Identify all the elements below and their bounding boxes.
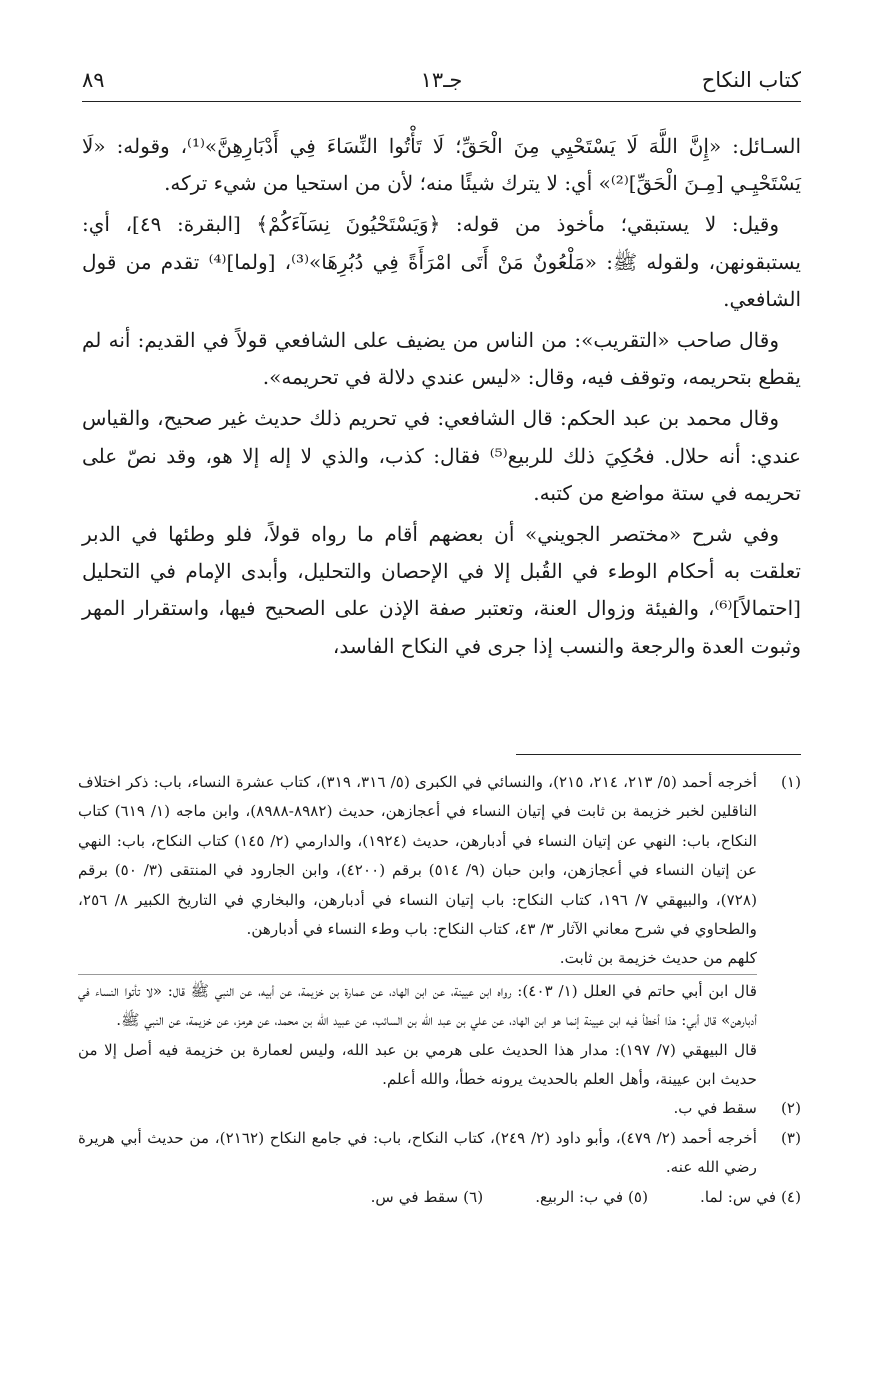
footnote-text: كلهم من حديث خزيمة بن ثابت. (559, 949, 757, 968)
body-paragraph: وقال صاحب «التقريب»: من الناس من يضيف على الشافعي قولاً في القديم: أنه لم يقطع بتحريمه، وتوقف فيه، وقال: «ليس عندي دلالة في تحريمه». (82, 328, 801, 390)
footnote-number: (١) (780, 773, 801, 791)
body-paragraph: السـائل: «إِنَّ اللَّهَ لَا يَسْتَحْيِي مِنَ الْحَقِّ؛ لَا تَأْتُوا النِّسَاءَ فِي أَدْبَارِهِنَّ»⁽¹⁾، وقوله: «لَا يَسْتَحْيِـي [مِـنَ الْحَقِّ]⁽²⁾» أي: لا يترك شيئًا منه؛ لأن من استحيا من شيء تركه. (82, 134, 801, 196)
footnote-text: أخرجه أحمد (٢/ ٤٧٩)، وأبو داود (٢/ ٢٤٩)، كتاب النكاح، باب: في جامع النكاح (٢١٦٢)، من حديث أبي هريرة رضي الله عنه. (78, 1128, 757, 1177)
running-title: كتاب النكاح (701, 68, 801, 92)
footnote-text: سقط في ب. (673, 1099, 757, 1118)
footnote-number: (٣) (780, 1128, 801, 1147)
footnote-row-short (78, 1183, 801, 1212)
footnote-text: في ب: الربيع. (535, 1187, 624, 1206)
header-divider (82, 101, 801, 102)
footnote-5 (535, 1183, 648, 1212)
footnote-divider (516, 754, 801, 755)
footnote-text: قال البيهقي (٧/ ١٩٧): مدار هذا الحديث على هرمي بن عبد الله، وليس لعمارة بن خزيمة فيه أصل إلا من حديث ابن عيينة، وأهل العلم بالحديث يرونه خطأ، والله أعلم. (78, 1040, 757, 1089)
footnote-3 (78, 1124, 801, 1183)
volume-label: جـ١٣ (420, 68, 463, 92)
footnote-1 (78, 768, 801, 1094)
footnote-text: أخرجه أحمد (٥/ ٢١٣، ٢١٤، ٢١٥)، والنسائي في الكبرى (٥/ ٣١٦، ٣١٩)، كتاب عشرة النساء، باب: ذكر اختلاف الناقلين لخبر خزيمة بن ثابت في إتيان النساء في أعجازهن، حديث (٨٩٨٢-٨٩٨٨)، وابن ماجه (١/ ٦١٩) كتاب النكاح، باب: النهي عن إتيان النساء في أدبارهن، حديث (١٩٢٤)، والدارمي (٢/ ١٤٥) كتاب النكاح، باب: النهي عن إتيان النساء في أعجازهن، وابن حبان (٩/ ٥١٤) برقم (٤٢٠٠)، وابن الجارود في المنتقى (٣/ ٥٠) برقم (٧٢٨)، والبيهقي ٧/ ١٩٦، كتاب النكاح: باب إتيان النساء في أدبارهن، والبخاري في التاريخ الكبير ٨/ ٢٥٦، والطحاوي في شرح معاني الآثار ٣/ ٤٣، كتاب النكاح: باب وطء النساء في أدبارهن. (78, 773, 758, 939)
page-number: ٨٩ (82, 68, 105, 92)
footnote-6 (371, 1183, 484, 1212)
body-paragraph: وقيل: لا يستبقي؛ مأخوذ من قوله: ﴿وَيَسْتَحْيُونَ نِسَآءَكُمْ﴾ [البقرة: ٤٩]، أي: يستبقونهن، ولقوله ﷺ: «مَلْعُونٌ مَنْ أَتَى امْرَأَةً فِي دُبُرِهَا»⁽³⁾، [ولما]⁽⁴⁾ تقدم من قول الشافعي. (82, 212, 801, 311)
footnote-2 (78, 1094, 801, 1123)
footnote-text: في س: لما. (700, 1187, 777, 1206)
footnote-number: (٦) (463, 1187, 484, 1206)
footnote-number: (٢) (780, 1099, 801, 1118)
footnote-4 (700, 1183, 801, 1212)
footnote-number: (٥) (627, 1187, 649, 1206)
body-paragraph: وقال محمد بن عبد الحكم: قال الشافعي: في تحريم ذلك حديث غير صحيح، والقياس عندي: أنه حلال. فحُكِيَ ذلك للربيع⁽⁵⁾ فقال: كذب، والذي لا إله إلا هو، وقد نصّ على تحريمه في ستة مواضع من كتبه. (82, 406, 801, 505)
footnote-text: قال ابن أبي حاتم في العلل (١/ ٤٠٣): رواه ابن عيينة، عن ابن الهاد، عن عمارة بن خزيمة، عن أبيه، عن النبي ﷺ قال: «لا تأتوا النساء في أدبارهن» قال أبي: هذا أخطأ فيه ابن عيينة إنما هو ابن الهاد، عن علي بن عبد الله بن السائب، عن عبيد الله بن محمد، عن هرمز، عن خزيمة، عن النبي ﷺ. (78, 974, 757, 1036)
footnotes (78, 768, 801, 1212)
page-header (82, 66, 801, 102)
footnote-text: سقط في س. (370, 1187, 459, 1206)
footnote-number: (٤) (780, 1187, 801, 1206)
main-text (82, 128, 801, 669)
body-paragraph: وفي شرح «مختصر الجويني» أن بعضهم أقام ما رواه قولاً، فلو وطئها في الدبر تعلقت به أحكام الوطء في القُبل إلا في الإحصان والتحليل، وأبدى الإمام في التحليل [احتمالاً]⁽⁶⁾، والفيئة وزوال العنة، وتعتبر صفة الإذن على الصحيح فيها، واستقرار المهر وثبوت العدة والرجعة والنسب إذا جرى في النكاح الفاسد، (82, 522, 801, 658)
